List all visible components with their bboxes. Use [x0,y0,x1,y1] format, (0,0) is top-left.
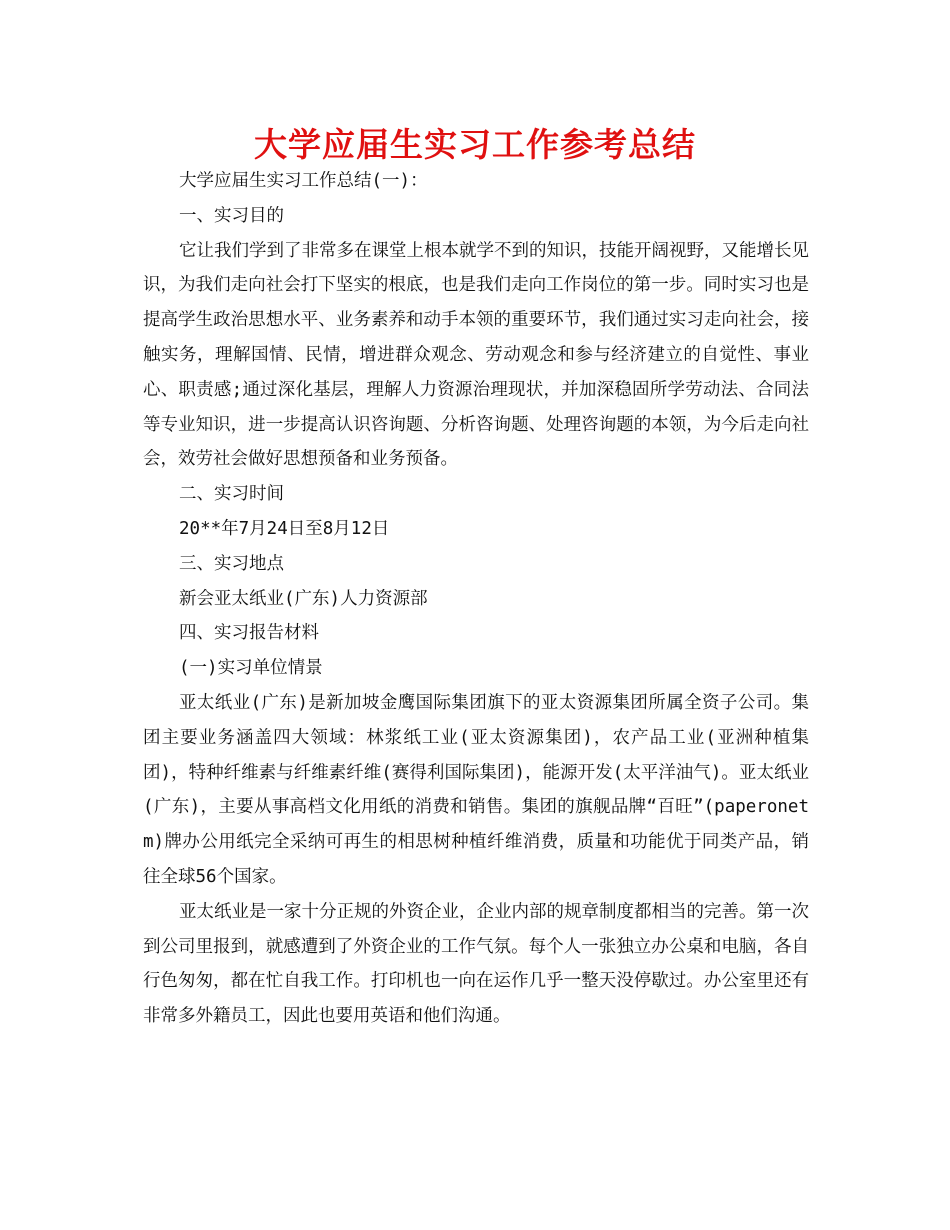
document-body [143,164,809,1034]
body-paragraph-company: 亚太纸业(广东)是新加坡金鹰国际集团旗下的亚太资源集团所属全资子公司。集团主要业务涵盖四大领域：林浆纸工业(亚太资源集团)，农产品工业(亚洲种植集团)，特种纤维素与纤维素纤维(赛得利国际集团)，能源开发(太平洋油气)。亚太纸业(广东)，主要从事高档文化用纸的消费和销售。集团的旗舰品牌“百旺”(paperonetm)牌办公用纸完全采纳可再生的相思树种植纤维消费，质量和功能优于同类产品，销往全球56个国家。 [143,692,809,887]
subtitle-paragraph: 大学应届生实习工作总结(一)： [179,171,428,191]
section-heading-location: 三、实习地点 [179,553,284,574]
section-heading-time: 二、实习时间 [179,484,284,505]
body-paragraph-purpose: 它让我们学到了非常多在课堂上根本就学不到的知识，技能开阔视野，又能增长见识，为我们走向社会打下坚实的根底，也是我们走向工作岗位的第一步。同时实习也是提高学生政治思想水平、业务素养和动手本领的重要环节，我们通过实习走向社会，接触实务，理解国情、民情，增进群众观念、劳动观念和参与经济建立的自觉性、事业心、职责感;通过深化基层，理解人力资源治理现状，并加深稳固所学劳动法、合同法等专业知识，进一步提高认识咨询题、分析咨询题、处理咨询题的本领，为今后走向社会，效劳社会做好思想预备和业务预备。 [143,240,809,470]
section-heading-purpose: 一、实习目的 [179,205,284,226]
section-heading-report: 四、实习报告材料 [179,623,319,644]
body-paragraph-workplace: 亚太纸业是一家十分正规的外资企业，企业内部的规章制度都相当的完善。第一次到公司里报到，就感遭到了外资企业的工作气氛。每个人一张独立办公桌和电脑，各自行色匆匆，都在忙自我工作。打印机也一向在运作几乎一整天没停歇过。办公室里还有非常多外籍员工，因此也要用英语和他们沟通。 [143,901,809,1027]
internship-dates: 20**年7月24日至8月12日 [179,518,390,539]
subsection-heading-company: (一)实习单位情景 [179,658,323,679]
document-title: 大学应届生实习工作参考总结 [254,125,696,164]
internship-location: 新会亚太纸业(广东)人力资源部 [179,588,428,609]
